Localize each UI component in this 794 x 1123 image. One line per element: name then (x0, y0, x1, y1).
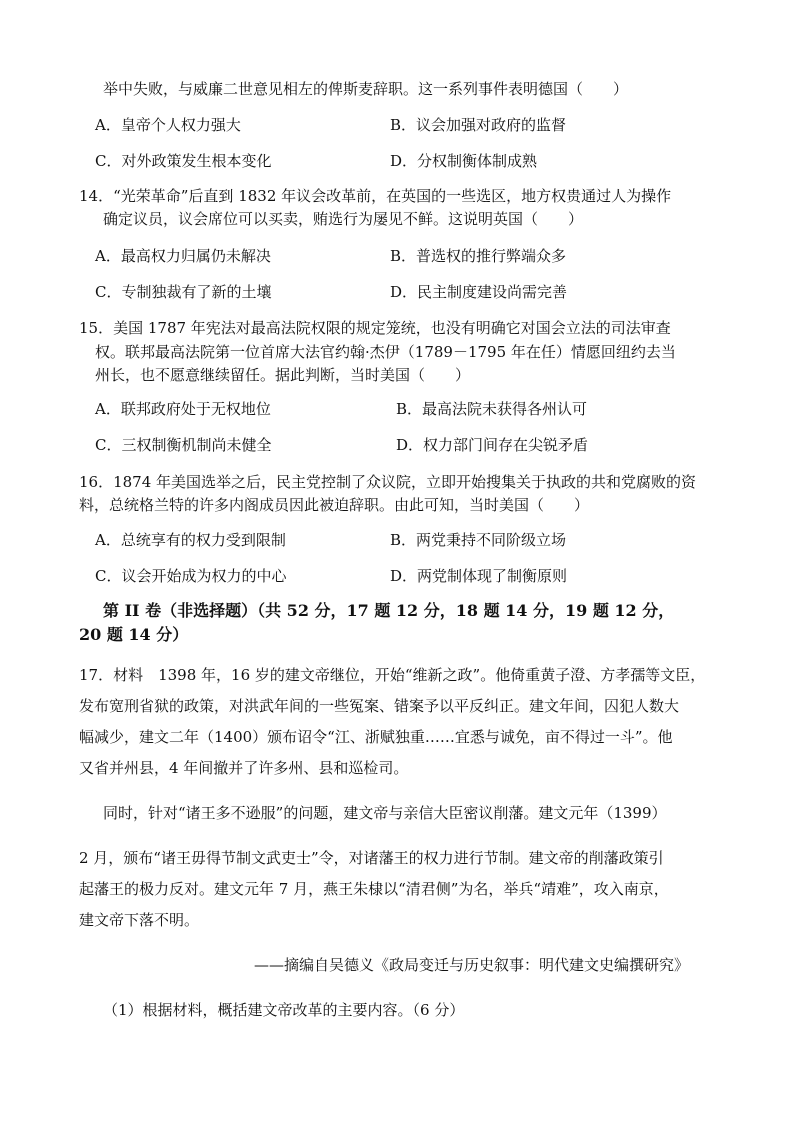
q13-option-d: D．分权制衡体制成熟 (390, 152, 538, 170)
q13-option-a: A．皇帝个人权力强大 (95, 116, 241, 134)
q17-material-para2-line3: 起藩王的极力反对。建文元年 7 月，燕王朱棣以“清君侧”为名，举兵“靖难”，攻入南京， (79, 880, 669, 898)
q17-source-citation: ——摘编自吴德义《政局变迁与历史叙事：明代建文史编撰研究》 (254, 956, 690, 974)
q17-material-line3: 幅减少，建文二年（1400）颁布诏令“江、浙赋独重……宜悉与诚免，亩不得过一斗”。他 (79, 728, 673, 746)
q15-option-a: A．联邦政府处于无权地位 (95, 400, 271, 418)
q15-stem-line3: 州长，也不愿意继续留任。据此判断，当时美国（ ） (95, 366, 471, 384)
q14-option-c: C．专制独裁有了新的土壤 (95, 283, 272, 301)
q13-option-c: C．对外政策发生根本变化 (95, 152, 272, 170)
q17-material-para2-line1: 同时，针对“诸王多不逊服”的问题，建文帝与亲信大臣密议削藩。建文元年（1399） (103, 804, 667, 822)
section-2-heading-line2: 20 题 14 分） (79, 625, 189, 644)
q14-stem-line1: 14．“光荣革命”后直到 1832 年议会改革前，在英国的一些选区，地方权贵通过人为操作 (79, 187, 672, 205)
q16-option-c: C．议会开始成为权力的中心 (95, 567, 287, 585)
q17-subquestion-1: （1）根据材料，概括建文帝改革的主要内容。（6 分） (103, 1001, 465, 1019)
q14-option-a: A．最高权力归属仍未解决 (95, 247, 271, 265)
q17-material-line4: 又省并州县，4 年间撤并了许多州、县和巡检司。 (79, 759, 409, 777)
q15-option-d: D．权力部门间存在尖锐矛盾 (396, 436, 589, 454)
q16-option-b: B．两党秉持不同阶级立场 (390, 531, 567, 549)
q16-stem-line2: 料，总统格兰特的许多内阁成员因此被迫辞职。由此可知，当时美国（ ） (79, 496, 590, 514)
q14-option-b: B．普选权的推行弊端众多 (390, 247, 567, 265)
q17-material-para2-line4: 建文帝下落不明。 (79, 911, 200, 929)
q13-stem-continuation: 举中失败，与威廉二世意见相左的俾斯麦辞职。这一系列事件表明德国（ ） (103, 80, 629, 98)
q16-stem-line1: 16．1874 年美国选举之后，民主党控制了众议院，立即开始搜集关于执政的共和党腐败的资 (79, 473, 697, 491)
q17-material-line1: 17．材料 1398 年，16 岁的建文帝继位，开始“维新之政”。他倚重黄子澄、方孝孺等文臣， (79, 666, 706, 684)
q17-material-para2-line2: 2 月，颁布“诸王毋得节制文武吏士”令，对诸藩王的权力进行节制。建文帝的削藩政策引 (79, 849, 664, 867)
q16-option-d: D．两党制体现了制衡原则 (390, 567, 568, 585)
q17-material-line2: 发布宽刑省狱的政策，对洪武年间的一些冤案、错案予以平反纠正。建文年间，囚犯人数大 (79, 697, 680, 715)
q16-option-a: A．总统享有的权力受到限制 (95, 531, 286, 549)
q13-option-b: B．议会加强对政府的监督 (390, 116, 567, 134)
q15-stem-line2: 权。联邦最高法院第一位首席大法官约翰·杰伊（1789－1795 年在任）情愿回纽约去当 (95, 343, 676, 361)
q14-option-d: D．民主制度建设尚需完善 (390, 283, 568, 301)
q15-stem-line1: 15．美国 1787 年宪法对最高法院权限的规定笼统，也没有明确它对国会立法的司法审查 (79, 319, 671, 337)
section-2-heading-line1: 第 II 卷（非选择题）（共 52 分，17 题 12 分，18 题 14 分，19 题 12 分， (103, 601, 675, 620)
q15-option-c: C．三权制衡机制尚未健全 (95, 436, 272, 454)
q15-option-b: B．最高法院未获得各州认可 (396, 400, 588, 418)
q14-stem-line2: 确定议员，议会席位可以买卖，贿选行为屡见不鲜。这说明英国（ ） (103, 210, 584, 228)
